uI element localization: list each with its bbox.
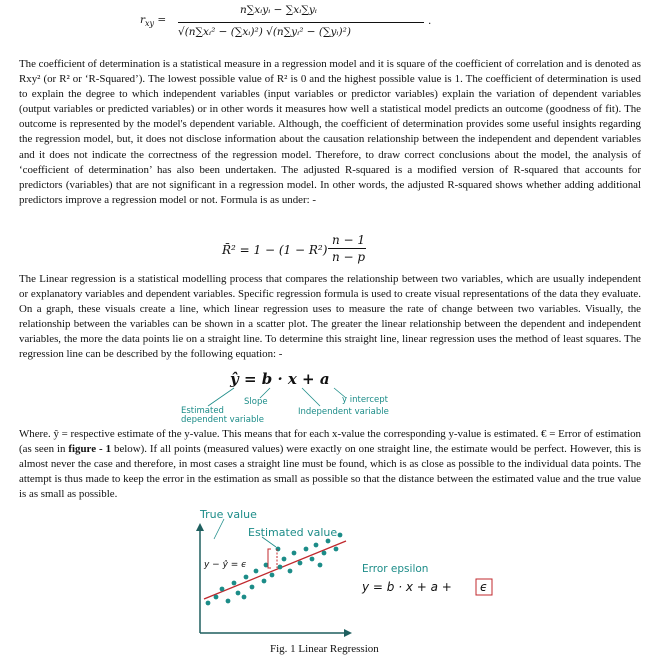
data-point (338, 533, 343, 538)
data-point (318, 563, 323, 568)
data-point (278, 565, 283, 570)
regression-equation (178, 370, 438, 426)
regression-line (204, 541, 346, 599)
data-point (254, 569, 259, 574)
x-axis-arrow-icon (344, 629, 352, 637)
figure-caption: Fig. 1 Linear Regression (270, 643, 379, 655)
data-point (292, 551, 297, 556)
residual-expression: y − ŷ = ϵ (204, 560, 247, 570)
linear-regression-figure (180, 505, 510, 640)
data-point (310, 557, 315, 562)
data-point (314, 543, 319, 548)
data-point (206, 601, 211, 606)
correlation-formula (130, 2, 440, 46)
formula-period: . (428, 15, 432, 27)
data-point (226, 599, 231, 604)
regression-equation-text: ŷ = b · x + a (230, 370, 330, 388)
label-estimated-value: Estimated value (248, 526, 338, 539)
residual-bracket (268, 549, 271, 568)
pointer-true-value (214, 519, 224, 539)
data-point (282, 557, 287, 562)
data-point (232, 581, 237, 586)
label-estimated: Estimated (181, 406, 224, 416)
formula-lhs: $r_{xy}$ = (140, 14, 167, 29)
data-point (304, 547, 309, 552)
data-point (250, 585, 255, 590)
fraction-bar (328, 248, 366, 249)
paragraph-error-estimation: Where. ŷ = respective estimate of the y-value. This means that for each x-value the corresponding y-value is estimated. € = Error of estimation (as seen in figure - 1 below). If all points (measured values) were exactly on one straight line, the estimate would be perfect. However, this is almost never the case and therefore, in most cases a straight line must be found, which is as close as possible to the individual data points. The attempt is thus made to keep the error in the estimation as small as possible so that the distance between the estimated value and the true value is as small as possible. (19, 428, 641, 501)
data-point (262, 579, 267, 584)
label-dependent-variable: dependent variable (181, 415, 264, 425)
paragraph-linear-regression: The Linear regression is a statistical modelling process that compares the relationship between two variables, which are usually independent or explanatory variables and dependent variables. Specific regression formula is used to create visual representations of the data they evaluate. On a graph, these visuals create a line, which linear regression uses to measure the rate of change between two variables. Visually, the relationship between the variables can be shown in a scatter plot. The greater the linear relationship between the dependent and independent variables, the more the data points lie on a straight line. To determine this straight line, linear regression uses the method of least squares. The regression line can be described by the following equation: - (19, 273, 641, 361)
data-point (236, 591, 241, 596)
data-point (326, 539, 331, 544)
formula-numerator: n∑xᵢyᵢ − ∑xᵢ∑yᵢ (240, 4, 317, 16)
data-point (214, 595, 219, 600)
data-point (334, 547, 339, 552)
label-error-epsilon: Error epsilon (362, 563, 429, 575)
fraction-bar (178, 22, 424, 23)
data-point (220, 587, 225, 592)
figure-reference: figure - 1 (68, 443, 112, 456)
data-point (322, 551, 327, 556)
data-point (270, 573, 275, 578)
adjusted-r2-formula (222, 231, 382, 267)
epsilon-symbol: ϵ (480, 580, 488, 594)
label-independent-variable: Independent variable (298, 407, 389, 417)
label-y-intercept: y intercept (342, 395, 388, 405)
paragraph-coefficient-determination: The coefficient of determination is a statistical measure in a regression model and it is square of the coefficient of correlation and is denoted as Rxy² (or R² or ‘R-Squared’). The lowest possible value of R² is 0 and the highest possible value is 1. The coefficient of determination is used to explain the degree to which independent variables (input variables or predictor variables) explain the variation of dependent variables (output variables or predicted variables) or in other words it measures how well a statistical model predicts an outcome (goodness of fit). The outcome is represented by the model's dependent variable. Although, the coefficient of determination provides some useful insights regarding the regression model, but, it does not disclose information about the causation relationship between the independent and dependent variables and it does not indicate the correctness of the regression model. Therefore, to draw correct conclusions about the model, the analysis of ‘coefficient of determination’ has also been undertaken. The adjusted R-squared is a modified version of R-squared that accounts for predictors (variables) that are not significant in a regression model. In other words, the adjusted R-squared shows whether adding additional predictors improve a regression model or not. Formula is as under: - (19, 58, 641, 206)
formula-denominator: √(n∑xᵢ² − (∑xᵢ)²) √(n∑yᵢ² − (∑yᵢ)²) (178, 26, 351, 38)
adjusted-r2-main: R̄² = 1 − (1 − R²) (222, 243, 328, 257)
label-true-value: True value (200, 508, 257, 521)
data-point (298, 561, 303, 566)
data-point (242, 595, 247, 600)
data-point (276, 547, 281, 552)
data-point (244, 575, 249, 580)
error-equation: y = b · x + a + (362, 580, 452, 594)
adjusted-r2-denominator: n − p (332, 250, 366, 264)
adjusted-r2-numerator: n − 1 (332, 233, 366, 247)
y-axis-arrow-icon (196, 523, 204, 531)
data-point (288, 569, 293, 574)
label-slope: Slope (244, 397, 268, 407)
